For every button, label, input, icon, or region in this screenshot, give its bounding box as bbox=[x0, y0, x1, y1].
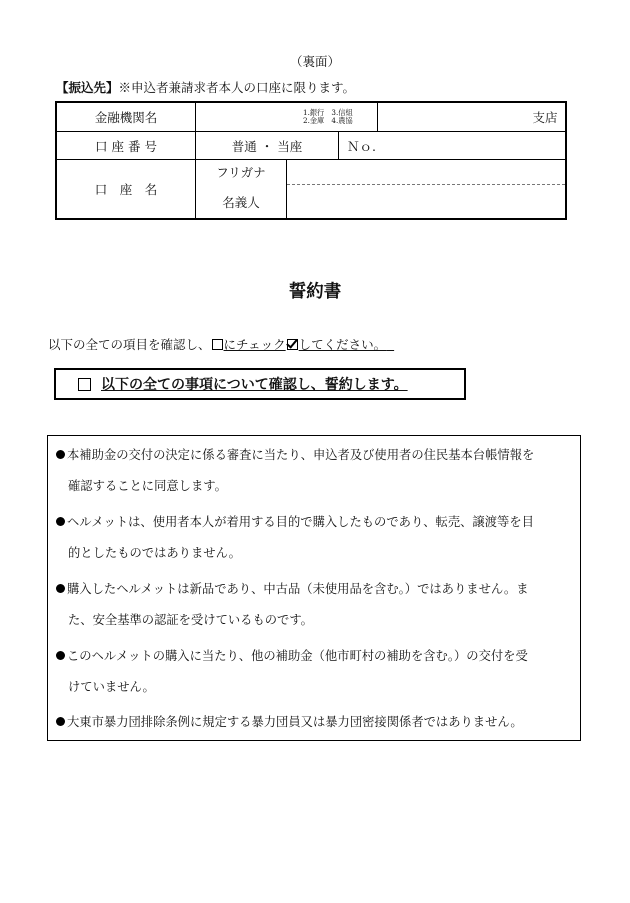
bullet-icon bbox=[56, 717, 65, 726]
pledge-item-text-cont: 的としたものではありません。 bbox=[68, 546, 241, 560]
pledge-item bbox=[56, 641, 572, 703]
pledge-item bbox=[56, 440, 572, 502]
pledge-item-text-cont: た、安全基準の認証を受けているものです。 bbox=[68, 613, 313, 627]
pledge-instruction bbox=[48, 335, 394, 353]
agree-text: 以下の全ての事項について確認し、誓約します。 bbox=[101, 377, 408, 393]
institution-types-1: 1.銀行 3.信組 bbox=[303, 108, 353, 117]
pledge-item-text: このヘルメットの購入に当たり、他の補助金（他市町村の補助を含む。）の交付を受 bbox=[67, 649, 528, 663]
bullet-icon bbox=[56, 517, 65, 526]
instruction-underlined bbox=[211, 337, 395, 352]
pledge-item-text: 本補助金の交付の決定に係る審査に当たり、申込者及び使用者の住民基本台帳情報を bbox=[67, 448, 535, 462]
instruction-mid: にチェック bbox=[223, 337, 286, 352]
pledge-item-text-cont: けていません。 bbox=[68, 680, 155, 694]
pledge-item-text-cont: 確認することに同意します。 bbox=[68, 479, 227, 493]
institution-types-2: 2.金庫 4.農協 bbox=[303, 116, 353, 125]
transfer-heading: 【振込先】 bbox=[56, 80, 119, 95]
institution-label: 金融機関名 bbox=[94, 110, 158, 125]
pledge-item-text: ヘルメットは、使用者本人が着用する目的で購入したものであり、転売、譲渡等を目 bbox=[67, 515, 534, 529]
page-side-label: （裏面） bbox=[289, 54, 340, 69]
bullet-icon bbox=[56, 584, 65, 593]
pledge-item-text: 大東市暴力団排除条例に規定する暴力団員又は暴力団密接関係者ではありません。 bbox=[67, 715, 523, 729]
number-label: Ｎｏ. bbox=[347, 138, 376, 154]
bank-account-table bbox=[55, 101, 567, 220]
account-type-options: 普通 ・ 当座 bbox=[231, 138, 303, 154]
pledge-item bbox=[56, 707, 572, 738]
empty-checkbox-icon bbox=[212, 339, 223, 350]
transfer-destination-note bbox=[56, 78, 355, 96]
instruction-suffix: してください。 bbox=[298, 337, 387, 352]
furigana-label: フリガナ bbox=[216, 165, 266, 180]
agree-checkbox[interactable] bbox=[78, 378, 91, 391]
pledge-item bbox=[56, 507, 572, 569]
agree-checkbox-row[interactable] bbox=[54, 368, 466, 400]
pledge-item-text: 購入したヘルメットは新品であり、中古品（未使用品を含む。）ではありません。ま bbox=[67, 582, 529, 596]
pledge-items-box bbox=[47, 435, 581, 741]
bullet-icon bbox=[56, 651, 65, 660]
account-name-label: 口 座 名 bbox=[94, 182, 158, 197]
instruction-prefix: 以下の全ての項目を確認し、 bbox=[48, 337, 211, 352]
pledge-item bbox=[56, 574, 572, 636]
pledge-title: 誓約書 bbox=[288, 282, 342, 302]
bullet-icon bbox=[56, 450, 65, 459]
holder-label: 名義人 bbox=[222, 194, 260, 210]
transfer-note-text: ※申込者兼請求者本人の口座に限ります。 bbox=[118, 80, 356, 95]
account-number-label: 口 座 番 号 bbox=[95, 138, 157, 154]
checked-checkbox-icon bbox=[287, 339, 298, 350]
branch-label: 支店 bbox=[532, 110, 558, 125]
